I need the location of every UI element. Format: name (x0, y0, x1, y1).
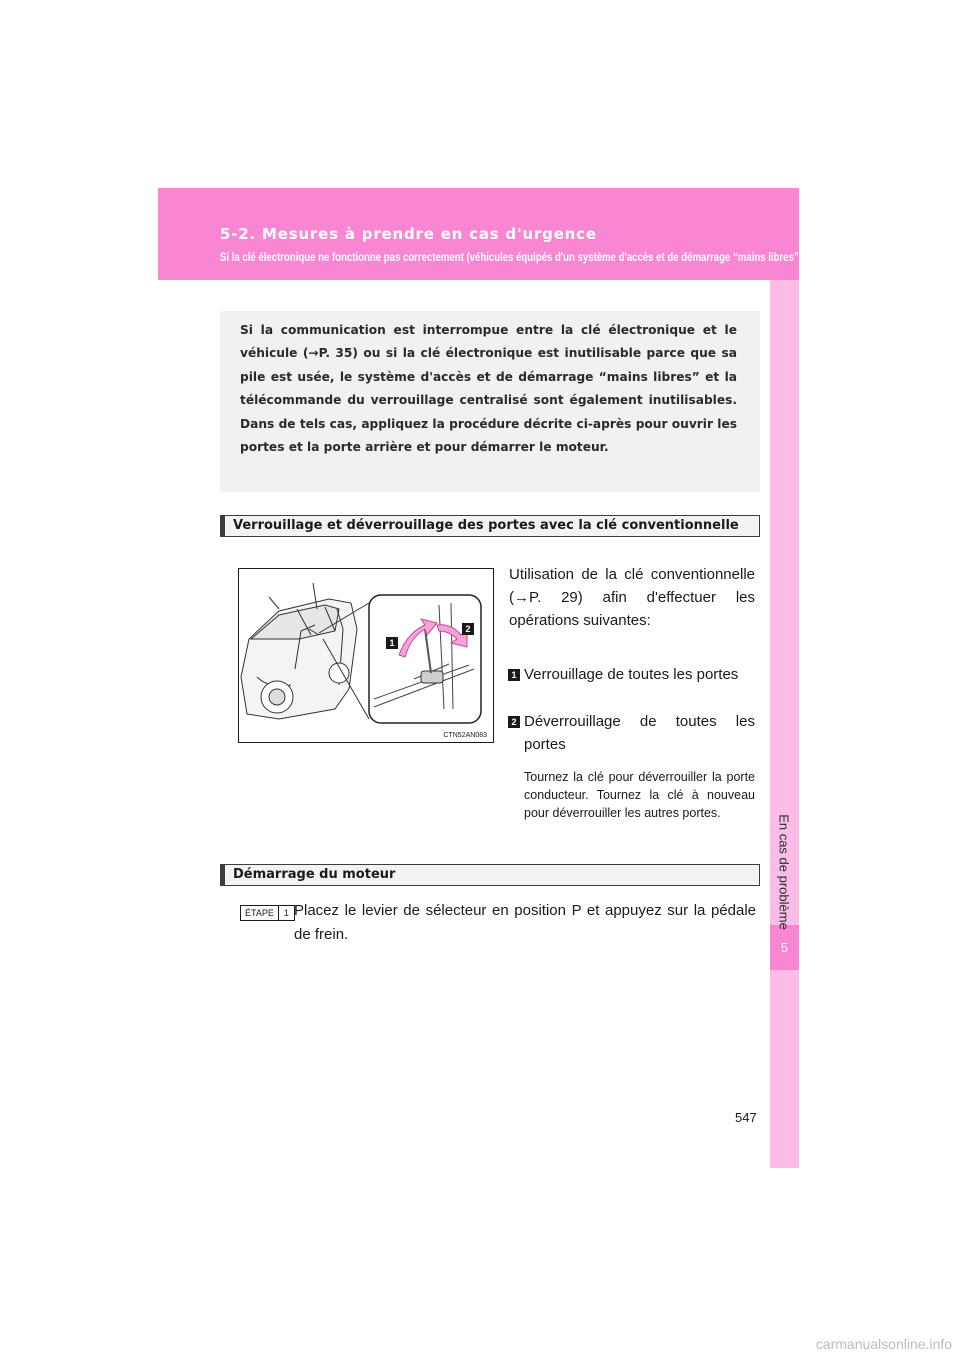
side-tab (770, 280, 799, 1168)
intro-box (220, 311, 760, 492)
watermark: carmanualsonline.info (815, 1336, 952, 1352)
page-number: 547 (735, 1110, 757, 1125)
section-heading-keys (220, 515, 760, 537)
item-number-1: 1 (508, 669, 520, 681)
svg-text:2: 2 (465, 624, 471, 634)
item-text-2: Déverrouillage de toutes les portes (524, 713, 755, 753)
chapter-number: 5 (770, 925, 799, 970)
figure-code: CTN52AN083 (443, 732, 487, 739)
car-door-drawing (239, 569, 495, 744)
intro-text: Si la communication est interrompue entre la clé électronique et le véhicule (→P. 35) ou si la clé électronique est inutilisable parce que sa pile est usée, le système d'accès et de démarrage “mains libres” et la télécommande du verrouillage centralisé sont également inutilisables. Dans de tels cas, appliquez la procédure décrite ci-après pour ouvrir les portes et la porte arrière et pour démarrer le moteur. (240, 323, 737, 455)
step-label: ÉTAPE (241, 906, 279, 920)
section1-note: Tournez la clé pour déverrouiller la porte conducteur. Tournez la clé à nouveau pour déverrouiller les autres portes. (524, 770, 755, 820)
section-heading-start (220, 864, 760, 886)
step-text: Placez le levier de sélecteur en position P et appuyez sur la pédale de frein. (294, 902, 756, 943)
chapter-label: En cas de problème (776, 814, 792, 930)
chapter-header (158, 188, 802, 280)
section-heading-text: Démarrage du moteur (233, 867, 396, 882)
step-number: 1 (283, 908, 289, 918)
svg-text:1: 1 (389, 638, 395, 648)
door-key-illustration (238, 568, 494, 743)
section-heading-text: Verrouillage et déverrouillage des portes avec la clé conventionnelle (233, 518, 739, 533)
section-title: 5-2. Mesures à prendre en cas d'urgence (220, 225, 597, 243)
item-number-2: 2 (508, 716, 520, 728)
item-text-1: Verrouillage de toutes les portes (524, 666, 739, 683)
section1-body: Utilisation de la clé conventionnelle (→P. 29) afin d'effectuer les opérations suivantes: (509, 566, 755, 629)
step-badge (240, 905, 295, 921)
page-subtitle: Si la clé électronique ne fonctionne pas correctement (véhicules équipés d'un système d'accès et de démarrage “mains libres”) (220, 250, 802, 264)
